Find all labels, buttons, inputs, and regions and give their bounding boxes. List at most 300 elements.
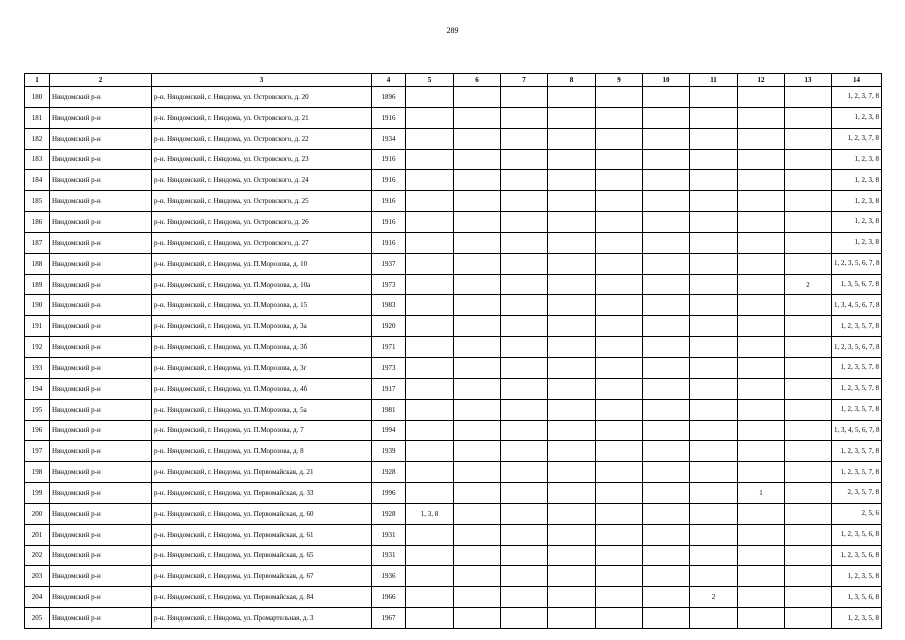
table-cell-col-11	[690, 462, 738, 483]
table-cell-col-10	[643, 420, 690, 441]
table-cell-col-7	[501, 503, 548, 524]
table-cell-col-3: р-н. Няндомский, г. Няндома, ул. П.Морозова, д. 7	[152, 420, 372, 441]
table-cell-col-12	[738, 608, 785, 629]
table-cell-col-5	[406, 524, 454, 545]
table-cell-col-13	[785, 441, 832, 462]
table-cell-col-13	[785, 399, 832, 420]
table-cell-col-3: р-н. Няндомский, г. Няндома, ул. Первомайская, д. 84	[152, 587, 372, 608]
table-cell-col-6	[454, 107, 501, 128]
table-cell-col-13	[785, 128, 832, 149]
table-cell-col-2: Няндомский р-н	[50, 378, 152, 399]
table-cell-col-10	[643, 128, 690, 149]
table-cell-col-10	[643, 462, 690, 483]
table-cell-col-4: 1983	[372, 295, 406, 316]
table-cell-col-3: р-н. Няндомский, г. Няндома, ул. Островского, д. 20	[152, 87, 372, 108]
table-cell-col-4: 1917	[372, 378, 406, 399]
column-header-12: 12	[738, 74, 785, 87]
table-cell-col-11	[690, 420, 738, 441]
table-cell-col-10	[643, 87, 690, 108]
table-cell-col-7	[501, 524, 548, 545]
table-cell-col-13	[785, 316, 832, 337]
table-row	[25, 566, 882, 587]
table-cell-col-8	[548, 128, 596, 149]
table-row	[25, 462, 882, 483]
table-cell-col-9	[596, 128, 643, 149]
table-cell-col-13	[785, 191, 832, 212]
table-cell-col-10	[643, 378, 690, 399]
table-cell-col-3: р-н. Няндомский, г. Няндома, ул. П.Морозова, д. 10	[152, 253, 372, 274]
table-cell-col-9	[596, 107, 643, 128]
table-cell-col-8	[548, 232, 596, 253]
column-header-10: 10	[643, 74, 690, 87]
column-header-11: 11	[690, 74, 738, 87]
table-cell-col-13	[785, 462, 832, 483]
table-cell-col-13	[785, 149, 832, 170]
table-cell-col-13	[785, 212, 832, 233]
table-cell-col-6	[454, 170, 501, 191]
table-cell-col-3: р-н. Няндомский, г. Няндома, ул. П.Морозова, д. 5а	[152, 399, 372, 420]
table-cell-col-4: 1931	[372, 545, 406, 566]
table-cell-col-5	[406, 253, 454, 274]
table-cell-col-14: 1, 2, 3, 5, 6, 8	[832, 545, 882, 566]
table-cell-col-1: 197	[25, 441, 50, 462]
table-cell-col-12	[738, 441, 785, 462]
table-cell-col-8	[548, 295, 596, 316]
table-cell-col-10	[643, 253, 690, 274]
table-cell-col-14: 1, 2, 3, 5, 7, 8	[832, 378, 882, 399]
table-cell-col-1: 205	[25, 608, 50, 629]
table-cell-col-8	[548, 274, 596, 295]
table-row	[25, 212, 882, 233]
table-cell-col-1: 194	[25, 378, 50, 399]
table-cell-col-2: Няндомский р-н	[50, 524, 152, 545]
table-cell-col-1: 186	[25, 212, 50, 233]
table-cell-col-3: р-н. Няндомский, г. Няндома, ул. П.Морозова, д. 4б	[152, 378, 372, 399]
table-cell-col-9	[596, 483, 643, 504]
table-cell-col-2: Няндомский р-н	[50, 274, 152, 295]
table-cell-col-7	[501, 316, 548, 337]
table-cell-col-7	[501, 483, 548, 504]
table-cell-col-2: Няндомский р-н	[50, 128, 152, 149]
table-cell-col-14: 1, 2, 3, 5, 7, 8	[832, 441, 882, 462]
table-cell-col-13	[785, 545, 832, 566]
table-cell-col-2: Няндомский р-н	[50, 253, 152, 274]
column-header-6: 6	[454, 74, 501, 87]
table-cell-col-13	[785, 107, 832, 128]
table-cell-col-11	[690, 399, 738, 420]
table-cell-col-8	[548, 357, 596, 378]
table-cell-col-2: Няндомский р-н	[50, 399, 152, 420]
table-cell-col-14: 1, 2, 3, 8	[832, 232, 882, 253]
table-cell-col-4: 1934	[372, 128, 406, 149]
table-cell-col-9	[596, 87, 643, 108]
table-cell-col-12	[738, 357, 785, 378]
table-cell-col-14: 1, 3, 4, 5, 6, 7, 8	[832, 295, 882, 316]
page-number: 289	[446, 26, 459, 35]
table-cell-col-4: 1916	[372, 170, 406, 191]
table-cell-col-6	[454, 232, 501, 253]
table-cell-col-9	[596, 420, 643, 441]
table-cell-col-11	[690, 191, 738, 212]
table-cell-col-5	[406, 587, 454, 608]
table-row	[25, 337, 882, 358]
table-cell-col-13: 2	[785, 274, 832, 295]
table-cell-col-11	[690, 274, 738, 295]
table-row	[25, 608, 882, 629]
table-cell-col-7	[501, 191, 548, 212]
table-cell-col-7	[501, 378, 548, 399]
table-cell-col-9	[596, 378, 643, 399]
table-cell-col-8	[548, 337, 596, 358]
table-cell-col-3: р-н. Няндомский, г. Няндома, ул. Островского, д. 22	[152, 128, 372, 149]
table-cell-col-7	[501, 608, 548, 629]
table-cell-col-10	[643, 107, 690, 128]
table-cell-col-7	[501, 295, 548, 316]
table-cell-col-10	[643, 232, 690, 253]
table-cell-col-2: Няндомский р-н	[50, 566, 152, 587]
table-cell-col-2: Няндомский р-н	[50, 420, 152, 441]
table-cell-col-12	[738, 107, 785, 128]
table-cell-col-3: р-н. Няндомский, г. Няндома, ул. Островского, д. 24	[152, 170, 372, 191]
table-cell-col-2: Няндомский р-н	[50, 587, 152, 608]
table-cell-col-14: 1, 2, 3, 5, 8	[832, 608, 882, 629]
table-cell-col-1: 190	[25, 295, 50, 316]
table-cell-col-10	[643, 399, 690, 420]
table-cell-col-7	[501, 170, 548, 191]
table-row	[25, 191, 882, 212]
column-header-5: 5	[406, 74, 454, 87]
table-cell-col-4: 1931	[372, 524, 406, 545]
table-cell-col-8	[548, 524, 596, 545]
table-cell-col-7	[501, 212, 548, 233]
table-cell-col-2: Няндомский р-н	[50, 545, 152, 566]
table-cell-col-6	[454, 128, 501, 149]
table-cell-col-1: 188	[25, 253, 50, 274]
table-cell-col-11	[690, 337, 738, 358]
table-cell-col-1: 201	[25, 524, 50, 545]
table-cell-col-9	[596, 232, 643, 253]
table-cell-col-9	[596, 212, 643, 233]
table-cell-col-14: 1, 2, 3, 8	[832, 149, 882, 170]
table-body	[25, 87, 882, 629]
table-row	[25, 503, 882, 524]
table-cell-col-6	[454, 274, 501, 295]
table-cell-col-14: 1, 2, 3, 7, 8	[832, 87, 882, 108]
table-row	[25, 545, 882, 566]
table-cell-col-4: 1916	[372, 232, 406, 253]
table-cell-col-10	[643, 483, 690, 504]
table-cell-col-4: 1996	[372, 483, 406, 504]
table-cell-col-13	[785, 503, 832, 524]
table-cell-col-10	[643, 337, 690, 358]
table-cell-col-11	[690, 566, 738, 587]
table-cell-col-2: Няндомский р-н	[50, 170, 152, 191]
table-cell-col-5	[406, 149, 454, 170]
table-cell-col-6	[454, 503, 501, 524]
table-cell-col-14: 1, 2, 3, 5, 7, 8	[832, 316, 882, 337]
table-cell-col-3: р-н. Няндомский, г. Няндома, ул. П.Морозова, д. 3б	[152, 337, 372, 358]
table-row	[25, 441, 882, 462]
table-cell-col-8	[548, 253, 596, 274]
table-cell-col-9	[596, 274, 643, 295]
table-cell-col-4: 1966	[372, 587, 406, 608]
table-cell-col-1: 191	[25, 316, 50, 337]
table-row	[25, 128, 882, 149]
table-cell-col-9	[596, 566, 643, 587]
table-cell-col-4: 1916	[372, 191, 406, 212]
table-cell-col-13	[785, 420, 832, 441]
table-cell-col-10	[643, 524, 690, 545]
table-cell-col-12	[738, 274, 785, 295]
table-cell-col-7	[501, 399, 548, 420]
table-cell-col-9	[596, 399, 643, 420]
table-cell-col-14: 1, 2, 3, 8	[832, 107, 882, 128]
table-cell-col-3: р-н. Няндомский, г. Няндома, ул. Островского, д. 26	[152, 212, 372, 233]
table-cell-col-14: 1, 2, 3, 5, 6, 8	[832, 524, 882, 545]
table-cell-col-13	[785, 295, 832, 316]
table-cell-col-5	[406, 566, 454, 587]
table-cell-col-6	[454, 420, 501, 441]
table-cell-col-13	[785, 87, 832, 108]
table-cell-col-3: р-н. Няндомский, г. Няндома, ул. Первомайская, д. 21	[152, 462, 372, 483]
table-cell-col-7	[501, 420, 548, 441]
table-cell-col-11	[690, 128, 738, 149]
table-cell-col-2: Няндомский р-н	[50, 232, 152, 253]
table-cell-col-5	[406, 441, 454, 462]
table-cell-col-4: 1928	[372, 462, 406, 483]
table-cell-col-14: 1, 2, 3, 8	[832, 170, 882, 191]
table-cell-col-5	[406, 170, 454, 191]
table-cell-col-5	[406, 378, 454, 399]
table-header-row	[25, 74, 882, 87]
table-cell-col-10	[643, 441, 690, 462]
table-cell-col-6	[454, 566, 501, 587]
table-cell-col-9	[596, 149, 643, 170]
table-cell-col-2: Няндомский р-н	[50, 503, 152, 524]
table-cell-col-12	[738, 149, 785, 170]
table-cell-col-12	[738, 503, 785, 524]
table-cell-col-5	[406, 212, 454, 233]
table-cell-col-8	[548, 566, 596, 587]
table-cell-col-9	[596, 503, 643, 524]
table-cell-col-1: 198	[25, 462, 50, 483]
table-cell-col-5	[406, 462, 454, 483]
table-cell-col-14: 1, 3, 5, 6, 7, 8	[832, 274, 882, 295]
table-cell-col-11	[690, 608, 738, 629]
table-cell-col-5	[406, 483, 454, 504]
table-cell-col-11	[690, 87, 738, 108]
table-cell-col-9	[596, 357, 643, 378]
table-cell-col-8	[548, 212, 596, 233]
table-cell-col-6	[454, 253, 501, 274]
table-cell-col-11	[690, 441, 738, 462]
table-cell-col-2: Няндомский р-н	[50, 483, 152, 504]
table-cell-col-3: р-н. Няндомский, г. Няндома, ул. Промартельная, д. 3	[152, 608, 372, 629]
table-cell-col-4: 1936	[372, 566, 406, 587]
table-row	[25, 587, 882, 608]
table-cell-col-13	[785, 232, 832, 253]
table-cell-col-6	[454, 295, 501, 316]
table-cell-col-6	[454, 87, 501, 108]
table-cell-col-11	[690, 253, 738, 274]
table-cell-col-7	[501, 441, 548, 462]
table-cell-col-11	[690, 170, 738, 191]
table-cell-col-2: Няндомский р-н	[50, 357, 152, 378]
table-cell-col-10	[643, 149, 690, 170]
table-cell-col-4: 1973	[372, 274, 406, 295]
table-cell-col-13	[785, 566, 832, 587]
table-cell-col-7	[501, 337, 548, 358]
table-cell-col-2: Няндомский р-н	[50, 608, 152, 629]
table-cell-col-9	[596, 587, 643, 608]
registry-table	[24, 73, 882, 629]
table-cell-col-14: 2, 5, 6	[832, 503, 882, 524]
table-cell-col-14: 1, 2, 3, 5, 6, 7, 8	[832, 337, 882, 358]
table-cell-col-5	[406, 232, 454, 253]
table-cell-col-3: р-н. Няндомский, г. Няндома, ул. П.Морозова, д. 10а	[152, 274, 372, 295]
table-cell-col-5	[406, 191, 454, 212]
table-cell-col-6	[454, 357, 501, 378]
table-cell-col-9	[596, 441, 643, 462]
table-cell-col-12	[738, 462, 785, 483]
table-cell-col-5	[406, 357, 454, 378]
table-cell-col-6	[454, 441, 501, 462]
table-cell-col-11	[690, 503, 738, 524]
table-cell-col-5	[406, 337, 454, 358]
table-cell-col-8	[548, 87, 596, 108]
table-cell-col-7	[501, 566, 548, 587]
table-cell-col-5	[406, 316, 454, 337]
table-cell-col-8	[548, 378, 596, 399]
table-cell-col-6	[454, 608, 501, 629]
table-cell-col-8	[548, 545, 596, 566]
table-cell-col-8	[548, 170, 596, 191]
table-cell-col-1: 203	[25, 566, 50, 587]
table-cell-col-4: 1971	[372, 337, 406, 358]
table-cell-col-8	[548, 107, 596, 128]
table-cell-col-9	[596, 524, 643, 545]
table-cell-col-8	[548, 399, 596, 420]
table-cell-col-2: Няндомский р-н	[50, 295, 152, 316]
table-cell-col-8	[548, 149, 596, 170]
table-cell-col-10	[643, 503, 690, 524]
table-cell-col-1: 189	[25, 274, 50, 295]
table-cell-col-4: 1916	[372, 149, 406, 170]
table-cell-col-2: Няндомский р-н	[50, 337, 152, 358]
table-cell-col-7	[501, 149, 548, 170]
table-cell-col-10	[643, 274, 690, 295]
table-cell-col-6	[454, 191, 501, 212]
table-cell-col-3: р-н. Няндомский, г. Няндома, ул. Островского, д. 25	[152, 191, 372, 212]
table-row	[25, 524, 882, 545]
table-cell-col-8	[548, 420, 596, 441]
table-cell-col-2: Няндомский р-н	[50, 212, 152, 233]
table-cell-col-1: 187	[25, 232, 50, 253]
table-cell-col-13	[785, 170, 832, 191]
table-cell-col-2: Няндомский р-н	[50, 87, 152, 108]
table-cell-col-10	[643, 170, 690, 191]
table-cell-col-9	[596, 545, 643, 566]
table-cell-col-4: 1939	[372, 441, 406, 462]
table-row	[25, 483, 882, 504]
table-cell-col-2: Няндомский р-н	[50, 441, 152, 462]
table-cell-col-14: 1, 2, 3, 7, 8	[832, 128, 882, 149]
table-cell-col-4: 1967	[372, 608, 406, 629]
table-cell-col-7	[501, 253, 548, 274]
table-cell-col-13	[785, 378, 832, 399]
table-cell-col-4: 1981	[372, 399, 406, 420]
table-cell-col-4: 1916	[372, 212, 406, 233]
table-cell-col-11	[690, 378, 738, 399]
table-cell-col-13	[785, 483, 832, 504]
table-cell-col-10	[643, 212, 690, 233]
table-cell-col-1: 181	[25, 107, 50, 128]
table-row	[25, 316, 882, 337]
table-cell-col-7	[501, 232, 548, 253]
table-cell-col-3: р-н. Няндомский, г. Няндома, ул. Первомайская, д. 67	[152, 566, 372, 587]
table-cell-col-7	[501, 107, 548, 128]
table-cell-col-10	[643, 545, 690, 566]
table-cell-col-11: 2	[690, 587, 738, 608]
table-cell-col-14: 1, 3, 5, 6, 8	[832, 587, 882, 608]
table-cell-col-14: 1, 2, 3, 5, 6, 7, 8	[832, 253, 882, 274]
table-cell-col-1: 180	[25, 87, 50, 108]
column-header-13: 13	[785, 74, 832, 87]
table-cell-col-11	[690, 212, 738, 233]
table-cell-col-7	[501, 462, 548, 483]
table-cell-col-11	[690, 483, 738, 504]
table-cell-col-5: 1, 3, 8	[406, 503, 454, 524]
table-cell-col-9	[596, 170, 643, 191]
table-cell-col-4: 1937	[372, 253, 406, 274]
table-cell-col-11	[690, 295, 738, 316]
table-cell-col-4: 1896	[372, 87, 406, 108]
table-cell-col-1: 202	[25, 545, 50, 566]
table-cell-col-3: р-н. Няндомский, г. Няндома, ул. Первомайская, д. 60	[152, 503, 372, 524]
table-cell-col-11	[690, 316, 738, 337]
table-cell-col-3: р-н. Няндомский, г. Няндома, ул. П.Морозова, д. 3г	[152, 357, 372, 378]
table-row	[25, 420, 882, 441]
column-header-14: 14	[832, 74, 882, 87]
table-cell-col-13	[785, 524, 832, 545]
table-cell-col-5	[406, 87, 454, 108]
table-cell-col-1: 193	[25, 357, 50, 378]
table-cell-col-12	[738, 545, 785, 566]
table-cell-col-12	[738, 587, 785, 608]
column-header-8: 8	[548, 74, 596, 87]
table-cell-col-12	[738, 191, 785, 212]
table-cell-col-1: 184	[25, 170, 50, 191]
table-row	[25, 399, 882, 420]
table-cell-col-10	[643, 587, 690, 608]
table-cell-col-8	[548, 462, 596, 483]
table-cell-col-6	[454, 587, 501, 608]
table-cell-col-12	[738, 316, 785, 337]
table-cell-col-9	[596, 191, 643, 212]
table-cell-col-3: р-н. Няндомский, г. Няндома, ул. Первомайская, д. 65	[152, 545, 372, 566]
table-cell-col-14: 1, 2, 3, 5, 7, 8	[832, 357, 882, 378]
table-row	[25, 170, 882, 191]
table-cell-col-5	[406, 107, 454, 128]
table-cell-col-6	[454, 149, 501, 170]
table-cell-col-12	[738, 295, 785, 316]
table-cell-col-12	[738, 232, 785, 253]
table-cell-col-5	[406, 545, 454, 566]
table-cell-col-12	[738, 212, 785, 233]
table-cell-col-2: Няндомский р-н	[50, 462, 152, 483]
table-cell-col-1: 196	[25, 420, 50, 441]
table-cell-col-8	[548, 441, 596, 462]
